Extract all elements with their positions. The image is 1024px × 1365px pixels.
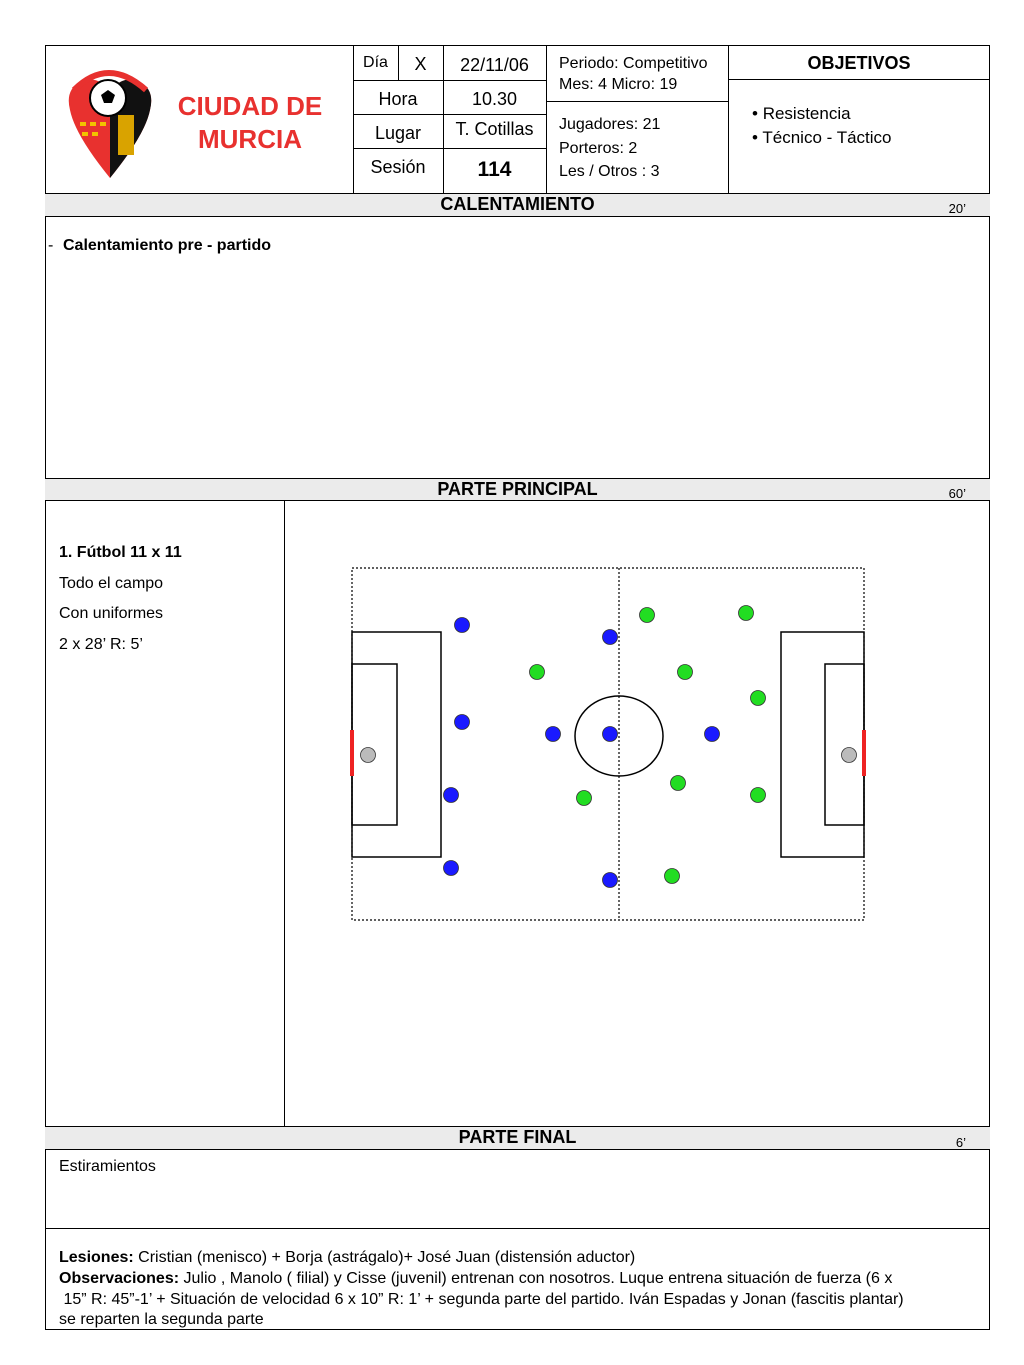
pitch-diagram: [340, 560, 880, 930]
principal-duration: 60’: [948, 486, 966, 501]
club-logo: [60, 60, 160, 185]
calentamiento-dash: -: [48, 237, 54, 254]
objetivos-list: [752, 102, 892, 150]
player-green-marker: [739, 606, 754, 621]
calentamiento-header: [45, 193, 990, 217]
observaciones-line1: Julio , Manolo ( filial) y Cisse (juvenil) entrenan con nosotros. Luque entrena situación de fuerza (6 x: [183, 1270, 893, 1287]
player-blue-marker: [603, 630, 618, 645]
pitch-outline: [352, 568, 864, 920]
right-goal-area: [825, 664, 864, 825]
player-blue-marker: [455, 715, 470, 730]
periodo: Periodo: Competitivo: [559, 55, 708, 72]
hora-label: Hora: [378, 89, 418, 109]
sesion-label: Sesión: [370, 157, 426, 177]
player-green-marker: [640, 608, 655, 623]
les-otros: Les / Otros : 3: [559, 163, 660, 180]
right-penalty-box: [781, 632, 864, 857]
mes-micro: Mes: 4 Micro: 19: [559, 76, 678, 93]
calentamiento-duration: 20’: [948, 201, 966, 216]
calentamiento-title: CALENTAMIENTO: [440, 194, 595, 214]
player-green-marker: [751, 691, 766, 706]
jugadores: Jugadores: 21: [559, 116, 661, 133]
player-green-marker: [751, 788, 766, 803]
sesion-value: 114: [477, 158, 512, 181]
player-green-marker: [577, 791, 592, 806]
player-green-marker: [678, 665, 693, 680]
club-name-line1: CIUDAD DE: [177, 91, 323, 121]
player-green-marker: [530, 665, 545, 680]
observaciones-line3: se reparten la segunda parte: [59, 1311, 264, 1328]
left-goal-area: [352, 664, 397, 825]
lugar-value: T. Cotillas: [455, 119, 534, 139]
player-blue-marker: [705, 727, 720, 742]
goalkeeper-marker: [842, 748, 857, 763]
principal-header: [45, 478, 990, 501]
club-name-line2: MURCIA: [198, 124, 302, 154]
exercise-line: 2 x 28’ R: 5’: [59, 636, 143, 653]
player-green-marker: [665, 869, 680, 884]
final-header: [45, 1126, 990, 1150]
observaciones-label: Observaciones:: [59, 1270, 180, 1287]
exercise-line: Todo el campo: [59, 575, 164, 592]
player-blue-marker: [603, 727, 618, 742]
player-blue-marker: [455, 618, 470, 633]
dia-value: X: [414, 54, 427, 74]
porteros: Porteros: 2: [559, 140, 638, 157]
objetivo-item: • Técnico - Táctico: [752, 126, 892, 150]
player-blue-marker: [546, 727, 561, 742]
exercise-line: Con uniformes: [59, 605, 164, 622]
objetivo-item: • Resistencia: [752, 102, 892, 126]
player-blue-marker: [444, 788, 459, 803]
players-layer: [361, 606, 857, 888]
club-name: [160, 90, 340, 156]
observaciones-row: [59, 1269, 979, 1290]
objetivos-title: OBJETIVOS: [807, 53, 911, 73]
calentamiento-item: Calentamiento pre - partido: [63, 237, 272, 254]
principal-title: PARTE PRINCIPAL: [437, 479, 598, 499]
lesiones-text: Cristian (menisco) + Borja (astrágalo)+ José Juan (distensión aductor): [138, 1249, 636, 1266]
lesiones-label: Lesiones:: [59, 1249, 134, 1266]
goalkeeper-marker: [361, 748, 376, 763]
hora-value: 10.30: [471, 89, 518, 109]
final-duration: 6’: [955, 1135, 966, 1150]
session-date: 22/11/06: [460, 55, 529, 75]
observaciones-line2: 15” R: 45”-1’ + Situación de velocidad 6 x 10” R: 1’ + segunda parte del partido. Iván Espadas y Jonan (fascitis plantar): [59, 1291, 904, 1308]
final-text: Estiramientos: [59, 1158, 156, 1175]
final-title: PARTE FINAL: [458, 1127, 577, 1147]
lugar-label: Lugar: [374, 123, 422, 143]
player-blue-marker: [603, 873, 618, 888]
player-blue-marker: [444, 861, 459, 876]
player-green-marker: [671, 776, 686, 791]
exercise-title: 1. Fútbol 11 x 11: [59, 544, 182, 561]
dia-label: Día: [363, 54, 388, 71]
lesiones-row: [59, 1248, 635, 1269]
